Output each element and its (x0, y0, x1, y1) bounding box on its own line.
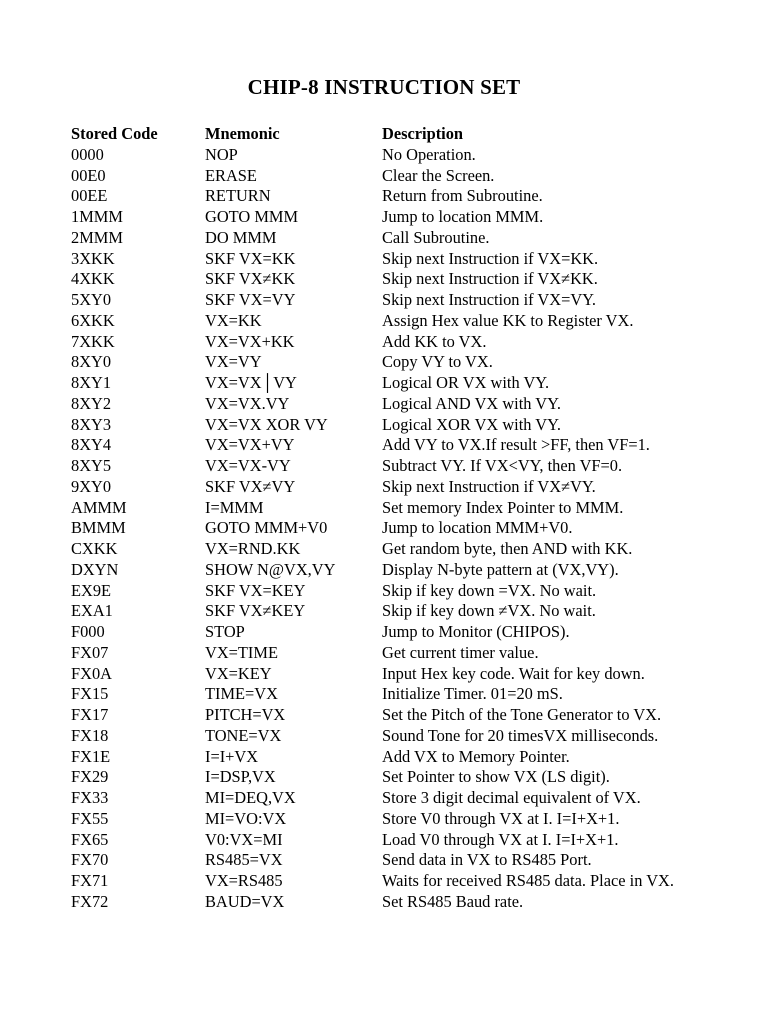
stored-code-cell: FX29 (71, 767, 109, 787)
table-row (71, 871, 731, 892)
stored-code-cell: 0000 (71, 144, 104, 164)
table-row (71, 726, 731, 747)
stored-code-cell: FX17 (71, 705, 109, 724)
table-row (71, 332, 731, 353)
table-row (71, 456, 731, 477)
description-cell: Logical AND VX with VY. (382, 393, 561, 413)
mnemonic-cell: SKF VX≠VY (205, 476, 296, 496)
mnemonic-cell: STOP (205, 622, 245, 641)
description-cell: Store V0 through VX at I. I=I+X+1. (382, 808, 620, 828)
table-row (71, 560, 731, 581)
stored-code-cell: 00E0 (71, 165, 106, 185)
table-row (71, 664, 731, 685)
description-cell: Subtract VY. If VX<VY, then VF=0. (382, 456, 623, 475)
mnemonic-cell: RETURN (205, 186, 271, 206)
mnemonic-cell: VX=KEY (205, 663, 272, 683)
stored-code-cell: 8XY2 (71, 393, 112, 413)
stored-code-cell: FX15 (71, 684, 109, 704)
description-cell: Waits for received RS485 data. Place in VX. (382, 871, 674, 890)
mnemonic-cell: VX=RND.KK (205, 539, 301, 558)
stored-code-cell: 5XY0 (71, 290, 112, 309)
stored-code-cell: 2MMM (71, 227, 123, 247)
table-row (71, 581, 731, 602)
header-row (71, 124, 731, 145)
mnemonic-cell: DO MMM (205, 227, 277, 247)
description-cell: Jump to location MMM+V0. (382, 518, 573, 538)
description-cell: Logical OR VX with VY. (382, 373, 550, 392)
table-row (71, 249, 731, 270)
description-cell: Add VX to Memory Pointer. (382, 746, 570, 766)
stored-code-cell: FX33 (71, 788, 109, 807)
table-row (71, 311, 731, 332)
description-cell: Jump to Monitor (CHIPOS). (382, 622, 570, 641)
table-row (71, 394, 731, 415)
stored-code-cell: 8XY3 (71, 414, 112, 434)
mnemonic-cell: VX=VX-VY (205, 456, 291, 475)
stored-code-cell: DXYN (71, 559, 119, 579)
stored-code-cell: 8XY4 (71, 435, 112, 455)
description-cell: Skip if key down =VX. No wait. (382, 580, 597, 600)
description-cell: Call Subroutine. (382, 227, 490, 247)
description-cell: Skip next Instruction if VX≠VY. (382, 476, 596, 496)
mnemonic-cell: TIME=VX (205, 684, 278, 704)
description-cell: Add VY to VX.If result >FF, then VF=1. (382, 435, 650, 455)
stored-code-cell: CXKK (71, 539, 118, 558)
mnemonic-cell: SHOW N@VX,VY (205, 559, 336, 579)
mnemonic-cell: GOTO MMM (205, 207, 299, 226)
table-row (71, 477, 731, 498)
instruction-table (71, 124, 731, 913)
mnemonic-cell: VX=VX+VY (205, 435, 295, 455)
description-cell: Load V0 through VX at I. I=I+X+1. (382, 829, 619, 849)
stored-code-cell: AMMM (71, 497, 127, 517)
stored-code-cell: FX18 (71, 725, 109, 745)
table-row (71, 186, 731, 207)
table-row (71, 518, 731, 539)
stored-code-cell: EXA1 (71, 601, 113, 621)
description-cell: Get current timer value. (382, 642, 539, 662)
description-cell: Skip next Instruction if VX=KK. (382, 248, 599, 268)
mnemonic-cell: RS485=VX (205, 850, 283, 870)
stored-code-cell: FX71 (71, 871, 109, 890)
mnemonic-cell: VX=VY (205, 352, 262, 372)
table-row (71, 788, 731, 809)
stored-code-cell: 3XKK (71, 248, 115, 268)
description-cell: Input Hex key code. Wait for key down. (382, 663, 645, 683)
description-cell: No Operation. (382, 144, 476, 164)
description-cell: Get random byte, then AND with KK. (382, 539, 633, 558)
table-row (71, 373, 731, 394)
mnemonic-cell: VX=VX│VY (205, 373, 297, 392)
description-cell: Set RS485 Baud rate. (382, 891, 524, 911)
stored-code-cell: F000 (71, 622, 105, 641)
stored-code-cell: 8XY1 (71, 373, 112, 392)
description-cell: Logical XOR VX with VY. (382, 414, 561, 434)
stored-code-cell: 6XKK (71, 310, 115, 330)
stored-code-cell: EX9E (71, 580, 112, 600)
mnemonic-cell: SKF VX=KK (205, 248, 296, 268)
table-row (71, 601, 731, 622)
stored-code-cell: 7XKK (71, 331, 115, 351)
table-row (71, 228, 731, 249)
description-cell: Sound Tone for 20 timesVX milliseconds. (382, 725, 659, 745)
stored-code-cell: FX70 (71, 850, 109, 870)
stored-code-cell: FX55 (71, 808, 109, 828)
mnemonic-cell: GOTO MMM+V0 (205, 518, 328, 538)
mnemonic-cell: ERASE (205, 165, 257, 185)
stored-code-cell: 9XY0 (71, 476, 112, 496)
mnemonic-cell: I=DSP,VX (205, 767, 276, 787)
stored-code-cell: FX07 (71, 642, 109, 662)
stored-code-cell: FX1E (71, 746, 111, 766)
table-row (71, 850, 731, 871)
description-cell: Assign Hex value KK to Register VX. (382, 310, 634, 330)
table-row (71, 684, 731, 705)
mnemonic-cell: MI=VO:VX (205, 808, 287, 828)
table-row (71, 290, 731, 311)
mnemonic-cell: TONE=VX (205, 725, 282, 745)
column-header-mnemonic: Mnemonic (205, 124, 280, 143)
stored-code-cell: 4XKK (71, 269, 115, 289)
mnemonic-cell: VX=VX XOR VY (205, 414, 328, 434)
table-row (71, 498, 731, 519)
description-cell: Jump to location MMM. (382, 207, 544, 226)
mnemonic-cell: SKF VX≠KK (205, 269, 296, 289)
description-cell: Copy VY to VX. (382, 352, 493, 372)
table-row (71, 809, 731, 830)
table-row (71, 767, 731, 788)
mnemonic-cell: MI=DEQ,VX (205, 788, 296, 807)
mnemonic-cell: SKF VX=KEY (205, 580, 306, 600)
table-row (71, 145, 731, 166)
table-row (71, 830, 731, 851)
description-cell: Set memory Index Pointer to MMM. (382, 497, 624, 517)
table-row (71, 269, 731, 290)
description-cell: Skip if key down ≠VX. No wait. (382, 601, 596, 621)
mnemonic-cell: I=I+VX (205, 746, 259, 766)
table-row (71, 892, 731, 913)
table-header (71, 124, 731, 145)
description-cell: Skip next Instruction if VX≠KK. (382, 269, 598, 289)
description-cell: Send data in VX to RS485 Port. (382, 850, 592, 870)
table-row (71, 207, 731, 228)
mnemonic-cell: NOP (205, 144, 238, 164)
table-row (71, 435, 731, 456)
column-header-description: Description (382, 124, 464, 143)
description-cell: Add KK to VX. (382, 331, 487, 351)
mnemonic-cell: VX=VX+KK (205, 331, 295, 351)
stored-code-cell: 1MMM (71, 207, 123, 226)
description-cell: Initialize Timer. 01=20 mS. (382, 684, 563, 704)
table-row (71, 352, 731, 373)
description-cell: Store 3 digit decimal equivalent of VX. (382, 788, 641, 807)
stored-code-cell: 8XY0 (71, 352, 112, 372)
description-cell: Skip next Instruction if VX=VY. (382, 290, 596, 309)
mnemonic-cell: PITCH=VX (205, 705, 286, 724)
table-row (71, 539, 731, 560)
description-cell: Clear the Screen. (382, 165, 495, 185)
mnemonic-cell: BAUD=VX (205, 891, 285, 911)
description-cell: Set Pointer to show VX (LS digit). (382, 767, 610, 787)
stored-code-cell: BMMM (71, 518, 126, 538)
stored-code-cell: 00EE (71, 186, 108, 206)
description-cell: Set the Pitch of the Tone Generator to VX. (382, 705, 662, 724)
mnemonic-cell: SKF VX=VY (205, 290, 296, 309)
stored-code-cell: 8XY5 (71, 456, 112, 475)
stored-code-cell: FX72 (71, 891, 109, 911)
table-body (71, 145, 731, 913)
mnemonic-cell: VX=VX.VY (205, 393, 290, 413)
stored-code-cell: FX0A (71, 663, 112, 683)
table-row (71, 643, 731, 664)
mnemonic-cell: I=MMM (205, 497, 264, 517)
mnemonic-cell: SKF VX≠KEY (205, 601, 306, 621)
table-row (71, 415, 731, 436)
description-cell: Return from Subroutine. (382, 186, 543, 206)
mnemonic-cell: VX=TIME (205, 642, 278, 662)
column-header-stored-code: Stored Code (71, 124, 158, 143)
page-title: CHIP-8 INSTRUCTION SET (247, 75, 521, 99)
mnemonic-cell: VX=KK (205, 310, 262, 330)
table-row (71, 747, 731, 768)
table-row (71, 622, 731, 643)
description-cell: Display N-byte pattern at (VX,VY). (382, 559, 619, 579)
mnemonic-cell: VX=RS485 (205, 871, 283, 890)
stored-code-cell: FX65 (71, 829, 109, 849)
mnemonic-cell: V0:VX=MI (205, 829, 283, 849)
table-row (71, 705, 731, 726)
table-row (71, 166, 731, 187)
